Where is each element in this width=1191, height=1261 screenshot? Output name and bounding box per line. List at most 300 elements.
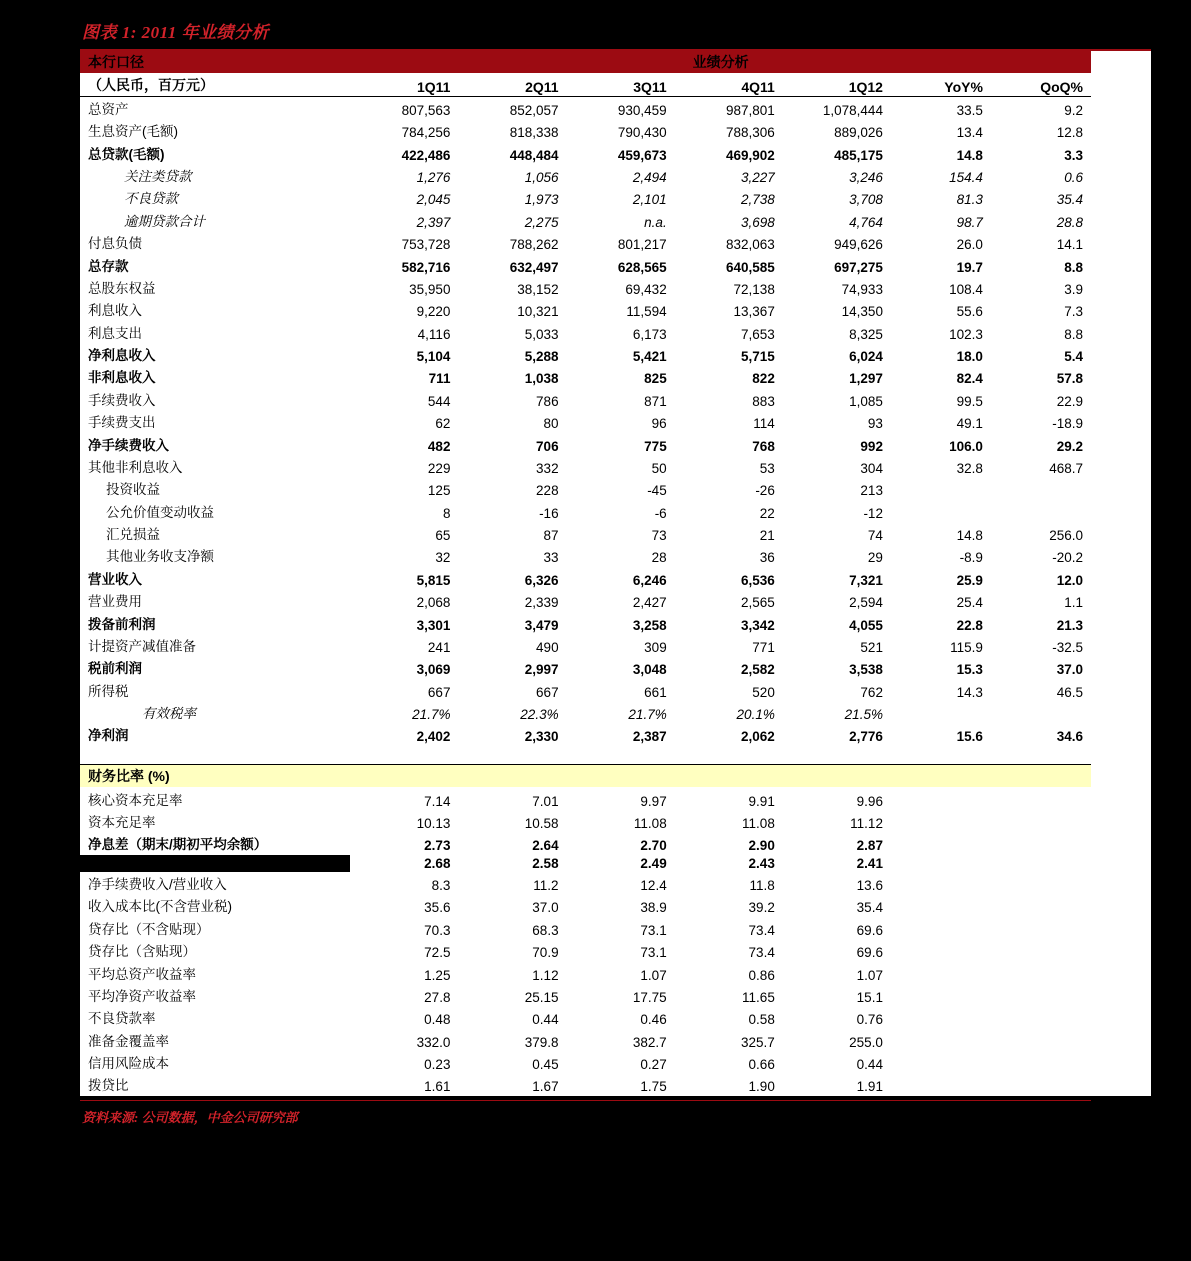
row-value: 213: [860, 483, 883, 499]
row-label: 核心资本充足率: [88, 792, 183, 808]
table-row: [80, 253, 1091, 275]
row-value: [891, 832, 991, 854]
row-value: [991, 1051, 1091, 1073]
row-value: -6: [654, 505, 667, 521]
row-value: 37.0: [532, 900, 559, 916]
row-label: 其他业务收支净额: [106, 549, 214, 565]
row-value: 46.5: [1056, 684, 1083, 700]
table-row: [80, 164, 1091, 186]
row-value: 21: [759, 528, 775, 544]
row-value: 5,288: [524, 349, 559, 365]
table-row: [80, 522, 1091, 544]
row-value: 0.44: [532, 1012, 559, 1028]
row-value: 98.7: [956, 214, 983, 230]
column-header-qoq: QoQ%: [991, 73, 1091, 96]
row-value: [991, 1006, 1091, 1028]
row-value: 0.48: [424, 1012, 451, 1028]
spacer-cell: [80, 746, 1091, 765]
row-value: 21.7%: [412, 707, 451, 723]
row-value: 32: [435, 550, 451, 566]
row-value: 11.08: [742, 815, 775, 831]
row-value: [991, 477, 1091, 499]
row-value: 37.0: [1056, 662, 1083, 678]
row-value: 8.3: [431, 878, 451, 894]
row-value: -16: [539, 505, 559, 521]
row-value: 69.6: [856, 922, 883, 938]
row-value: 788,262: [509, 237, 559, 253]
table-row: [80, 119, 1091, 141]
table-row: [80, 961, 1091, 983]
row-label: 手续费支出: [88, 415, 156, 431]
row-value: 22.3%: [520, 707, 559, 723]
row-value: 125: [427, 483, 451, 499]
column-header-3q11: 3Q11: [567, 73, 675, 96]
table-row: [80, 611, 1091, 633]
row-value: 325.7: [741, 1034, 775, 1050]
row-value: 0.66: [748, 1057, 775, 1073]
row-value: 1.25: [424, 967, 451, 983]
row-value: 241: [427, 639, 451, 655]
row-value: 1,078,444: [822, 102, 883, 118]
row-value: 1.07: [640, 967, 667, 983]
row-label: 平均总资产收益率: [88, 966, 196, 982]
table-row: [80, 432, 1091, 454]
row-value: -20.2: [1052, 550, 1083, 566]
row-value: 229: [427, 460, 451, 476]
row-value: 72.5: [424, 945, 451, 961]
row-value: 9.2: [1064, 102, 1083, 118]
row-value: 930,459: [617, 102, 667, 118]
row-value: 1.12: [532, 967, 559, 983]
row-label: 计提资产减值准备: [88, 638, 196, 654]
row-value: 70.9: [532, 945, 559, 961]
row-label: 营业费用: [88, 594, 142, 610]
row-value: 35.4: [856, 900, 883, 916]
row-value: 53: [759, 460, 775, 476]
row-value: 1,297: [849, 371, 883, 387]
row-value: 1.07: [856, 967, 883, 983]
column-header-1q12: 1Q12: [783, 73, 891, 96]
row-value: 771: [752, 639, 775, 655]
table-row: [80, 321, 1091, 343]
row-value: 55.6: [956, 304, 983, 320]
row-value: 25.15: [524, 989, 559, 1005]
row-value: n.a.: [644, 214, 667, 230]
row-label: 收入成本比(不含营业税): [88, 899, 232, 915]
row-value: 786: [536, 393, 559, 409]
row-value: 3,301: [416, 617, 451, 633]
row-value: 632,497: [509, 259, 559, 275]
row-value: 11,594: [626, 304, 667, 320]
row-value: 459,673: [617, 147, 667, 163]
row-value: 8: [442, 505, 451, 521]
row-value: 2,738: [741, 192, 775, 208]
row-value: 2,582: [741, 662, 775, 678]
row-value: [891, 1029, 991, 1051]
row-value: 6,536: [741, 572, 775, 588]
row-value: 2,387: [632, 729, 667, 745]
row-value: 2,101: [632, 192, 667, 208]
row-value: 255.0: [849, 1034, 883, 1050]
row-value: 7.01: [532, 793, 559, 809]
row-value: 9.97: [640, 793, 667, 809]
row-value: 11.8: [749, 878, 775, 894]
row-value: 10.13: [416, 815, 451, 831]
row-value: -32.5: [1052, 639, 1083, 655]
row-value: 0.58: [748, 1012, 775, 1028]
row-label: 净利润: [88, 728, 129, 744]
row-value: 35,950: [409, 281, 451, 297]
row-value: 832,063: [726, 237, 775, 253]
row-value: 4,055: [849, 617, 883, 633]
table-row: [80, 142, 1091, 164]
row-value: 28: [651, 550, 667, 566]
row-value: 520: [752, 684, 775, 700]
row-label: 贷存比（不含贴现）: [88, 921, 210, 937]
row-value: 3,246: [849, 170, 883, 186]
row-value: [891, 1073, 991, 1095]
row-value: 25.4: [956, 595, 983, 611]
performance-analysis-table: [80, 51, 1091, 1096]
row-value: 818,338: [509, 125, 559, 141]
row-value: 10,321: [517, 304, 559, 320]
row-value: 2.90: [748, 838, 775, 854]
row-value: 2.87: [856, 838, 883, 854]
row-label: 总贷款(毛额): [88, 146, 165, 162]
row-value: 2.73: [424, 838, 451, 854]
row-value: 228: [536, 483, 559, 499]
table-row: [80, 209, 1091, 231]
row-value: 768: [752, 438, 775, 454]
row-value: 1.75: [640, 1079, 667, 1095]
row-value: 82.4: [956, 371, 983, 387]
row-value: [891, 939, 991, 961]
row-value: 22: [759, 505, 775, 521]
row-value: 15.6: [956, 729, 983, 745]
row-value: 39.2: [748, 900, 775, 916]
row-label: 信用风险成本: [88, 1056, 169, 1072]
row-value: [991, 961, 1091, 983]
column-header-4q11: 4Q11: [675, 73, 783, 96]
row-value: 114: [753, 416, 775, 432]
row-value: 14,350: [841, 304, 883, 320]
row-value: 2,997: [524, 662, 559, 678]
row-value: [991, 917, 1091, 939]
row-value: 73.1: [640, 922, 667, 938]
row-label: 平均净资产收益率: [88, 988, 196, 1004]
column-header-2q11: 2Q11: [458, 73, 566, 96]
row-value: 5,421: [632, 349, 667, 365]
table-row: [80, 544, 1091, 566]
row-value: 3,048: [632, 662, 667, 678]
row-value: 0.6: [1064, 170, 1083, 186]
table-container: [80, 51, 1151, 1096]
table-row: [80, 365, 1091, 387]
column-header-yoy: YoY%: [891, 73, 991, 96]
row-label: 净手续费收入/营业收入: [88, 877, 227, 893]
row-value: 661: [644, 684, 667, 700]
row-value: 825: [644, 371, 667, 387]
row-value: 987,801: [726, 102, 775, 118]
row-value: 1,276: [416, 170, 451, 186]
row-value: 2.58: [458, 855, 566, 872]
table-row: [80, 832, 1091, 854]
row-label: 生息资产(毛额): [88, 124, 178, 140]
row-value: [991, 872, 1091, 894]
row-value: 27.8: [424, 989, 451, 1005]
row-value: 69,432: [625, 281, 667, 297]
row-value: [891, 984, 991, 1006]
table-row: [80, 701, 1091, 723]
row-value: 4,116: [417, 326, 451, 342]
row-value: 21.3: [1056, 617, 1083, 633]
row-value: 2.41: [783, 855, 891, 872]
row-label: 公允价值变动收益: [106, 504, 214, 520]
row-label: 所得税: [88, 683, 129, 699]
row-value: 115.9: [950, 639, 983, 655]
row-value: 8,325: [849, 326, 883, 342]
row-value: 2,330: [524, 729, 559, 745]
row-value: 2.64: [532, 838, 559, 854]
table-row: [80, 1073, 1091, 1095]
row-value: 14.1: [1056, 237, 1083, 253]
table-row: [80, 787, 1091, 809]
row-value: [991, 939, 1091, 961]
row-value: 0.86: [748, 967, 775, 983]
row-value: 25.9: [956, 572, 983, 588]
row-value: 871: [644, 393, 667, 409]
row-label: 总股东权益: [88, 280, 156, 296]
row-value: 1.61: [424, 1079, 451, 1095]
row-label: 总资产: [88, 101, 129, 117]
row-value: 32.8: [956, 460, 983, 476]
row-value: 106.0: [949, 438, 983, 454]
row-value: 762: [860, 684, 883, 700]
row-value: 22.9: [1056, 393, 1083, 409]
row-value: 9.91: [748, 793, 775, 809]
row-value: [991, 1073, 1091, 1095]
row-value: 18.0: [956, 349, 983, 365]
row-value: [991, 832, 1091, 854]
row-value: 2.68: [350, 855, 458, 872]
row-value: 73.1: [640, 945, 667, 961]
row-label: 利息收入: [88, 303, 142, 319]
row-value: 12.4: [640, 878, 667, 894]
row-value: 640,585: [726, 259, 775, 275]
row-value: [991, 787, 1091, 809]
row-value: 0.23: [424, 1057, 451, 1073]
row-value: 1.1: [1064, 595, 1083, 611]
row-value: 7.3: [1064, 304, 1083, 320]
row-value: 12.0: [1056, 572, 1083, 588]
table-row: [80, 679, 1091, 701]
row-label: 拨贷比: [88, 1078, 129, 1094]
row-value: 0.45: [532, 1057, 559, 1073]
row-value: 50: [651, 460, 667, 476]
section-header-financial-ratios: [80, 765, 1091, 788]
table-row: [80, 96, 1091, 119]
row-value: [891, 477, 991, 499]
row-value: 62: [435, 416, 451, 432]
table-row: [80, 589, 1091, 611]
row-value: 21.7%: [628, 707, 667, 723]
row-value: [891, 917, 991, 939]
row-value: 5,815: [416, 572, 451, 588]
row-value: 697,275: [834, 259, 883, 275]
row-value: 2,045: [416, 192, 451, 208]
section-header-label: 财务比率 (%): [80, 765, 1091, 788]
row-value: 5,104: [416, 349, 451, 365]
row-value: 0.46: [640, 1012, 667, 1028]
row-value: 3,708: [849, 192, 883, 208]
row-value: 14.3: [956, 684, 983, 700]
table-row: [80, 276, 1091, 298]
row-value: 379.8: [524, 1034, 559, 1050]
row-value: 775: [644, 438, 667, 454]
row-value: 74: [867, 528, 883, 544]
row-value: 1,038: [524, 371, 559, 387]
row-value: 10.58: [524, 815, 559, 831]
table-row: [80, 343, 1091, 365]
source-note: 资料来源: 公司数据，中金公司研究部: [82, 1110, 298, 1126]
table-row: [80, 810, 1091, 832]
row-value: 28.8: [1056, 214, 1083, 230]
row-value: 9,220: [416, 304, 451, 320]
row-value: 490: [536, 639, 559, 655]
row-value: [891, 810, 991, 832]
row-value: 852,057: [509, 102, 559, 118]
row-value: 2,494: [632, 170, 667, 186]
row-value: -18.9: [1052, 416, 1083, 432]
row-value: [891, 787, 991, 809]
row-value: -26: [755, 483, 775, 499]
table-header-band: [80, 51, 1091, 73]
row-value: [991, 810, 1091, 832]
row-value: 38,152: [517, 281, 559, 297]
row-label: 资本充足率: [88, 814, 156, 830]
row-value: 34.6: [1056, 729, 1083, 745]
row-label: 拨备前利润: [88, 616, 156, 632]
row-value: 256.0: [1049, 528, 1083, 544]
row-value: 582,716: [401, 259, 451, 275]
row-value: 1,056: [524, 170, 559, 186]
row-value: 2.43: [675, 855, 783, 872]
row-value: 992: [860, 438, 883, 454]
row-value: 2,594: [849, 595, 883, 611]
row-label: 逾期贷款合计: [124, 213, 205, 229]
row-value: 949,626: [834, 237, 883, 253]
row-value: [991, 500, 1091, 522]
row-value: 2.49: [567, 855, 675, 872]
table-row: [80, 872, 1091, 894]
column-header-1q11: 1Q11: [350, 73, 458, 96]
figure-title: 图表 1: 2011 年业绩分析: [82, 23, 269, 42]
row-value: 3,538: [849, 662, 883, 678]
row-label: 准备金覆盖率: [88, 1033, 169, 1049]
row-value: 807,563: [401, 102, 451, 118]
row-value: 628,565: [617, 259, 667, 275]
table-row: [80, 894, 1091, 916]
row-value: 0.44: [856, 1057, 883, 1073]
row-value: 422,486: [401, 147, 451, 163]
row-value: [891, 894, 991, 916]
row-label: 税前利润: [88, 661, 142, 677]
table-row: [80, 410, 1091, 432]
row-value: 73: [651, 528, 667, 544]
row-value: -8.9: [959, 550, 983, 566]
row-value: 788,306: [726, 125, 775, 141]
row-value: 1.67: [532, 1079, 559, 1095]
row-value: 4,764: [849, 214, 883, 230]
row-value: 80: [543, 416, 559, 432]
row-label: 有效税率: [142, 706, 196, 722]
table-row: [80, 500, 1091, 522]
row-value: 11.12: [850, 815, 883, 831]
row-label: 手续费收入: [88, 392, 156, 408]
row-value: 7.14: [424, 793, 451, 809]
row-value: 87: [543, 528, 559, 544]
row-value: 2.70: [640, 838, 667, 854]
row-value: [991, 984, 1091, 1006]
row-value: 2,427: [632, 595, 667, 611]
row-value: 38.9: [640, 900, 667, 916]
row-value: 12.8: [1056, 125, 1083, 141]
row-value: 15.1: [856, 989, 883, 1005]
row-value: 6,173: [632, 326, 667, 342]
row-value: 3.9: [1064, 281, 1083, 297]
row-value: 1,973: [524, 192, 559, 208]
row-value: 2,397: [416, 214, 451, 230]
row-value: 29: [867, 550, 883, 566]
table-row: [80, 477, 1091, 499]
row-value: 14.8: [956, 147, 983, 163]
row-value: 96: [651, 416, 667, 432]
row-value: -12: [863, 505, 883, 521]
row-label: 关注类贷款: [124, 169, 192, 185]
row-value: 883: [752, 393, 775, 409]
row-value: 17.75: [632, 989, 667, 1005]
row-label: 付息负债: [88, 236, 142, 252]
row-value: 5.4: [1064, 349, 1083, 365]
row-value: 15.3: [956, 662, 983, 678]
row-value: 309: [644, 639, 667, 655]
row-value: 5,715: [741, 349, 775, 365]
row-value: 801,217: [617, 237, 667, 253]
footer-divider: [80, 1100, 1091, 1102]
row-value: 26.0: [956, 237, 983, 253]
row-value: 0.76: [856, 1012, 883, 1028]
row-value: 0.27: [640, 1057, 667, 1073]
row-value: 33: [543, 550, 559, 566]
row-value: 35.4: [1056, 192, 1083, 208]
row-value: 73.4: [748, 922, 775, 938]
row-value: 99.5: [956, 393, 983, 409]
row-value: 3,698: [741, 214, 775, 230]
row-value: [991, 701, 1091, 723]
row-label: 汇兑损益: [106, 527, 160, 543]
row-value: 8.8: [1064, 259, 1083, 275]
table-row: [80, 186, 1091, 208]
row-value: 3,069: [416, 662, 451, 678]
row-value: [891, 872, 991, 894]
row-value: 482: [427, 438, 451, 454]
row-value: 154.4: [949, 170, 983, 186]
table-row: [80, 656, 1091, 678]
row-value: 65: [435, 528, 451, 544]
column-header-row: [80, 73, 1091, 96]
table-row: [80, 231, 1091, 253]
row-value: 3,227: [741, 170, 775, 186]
